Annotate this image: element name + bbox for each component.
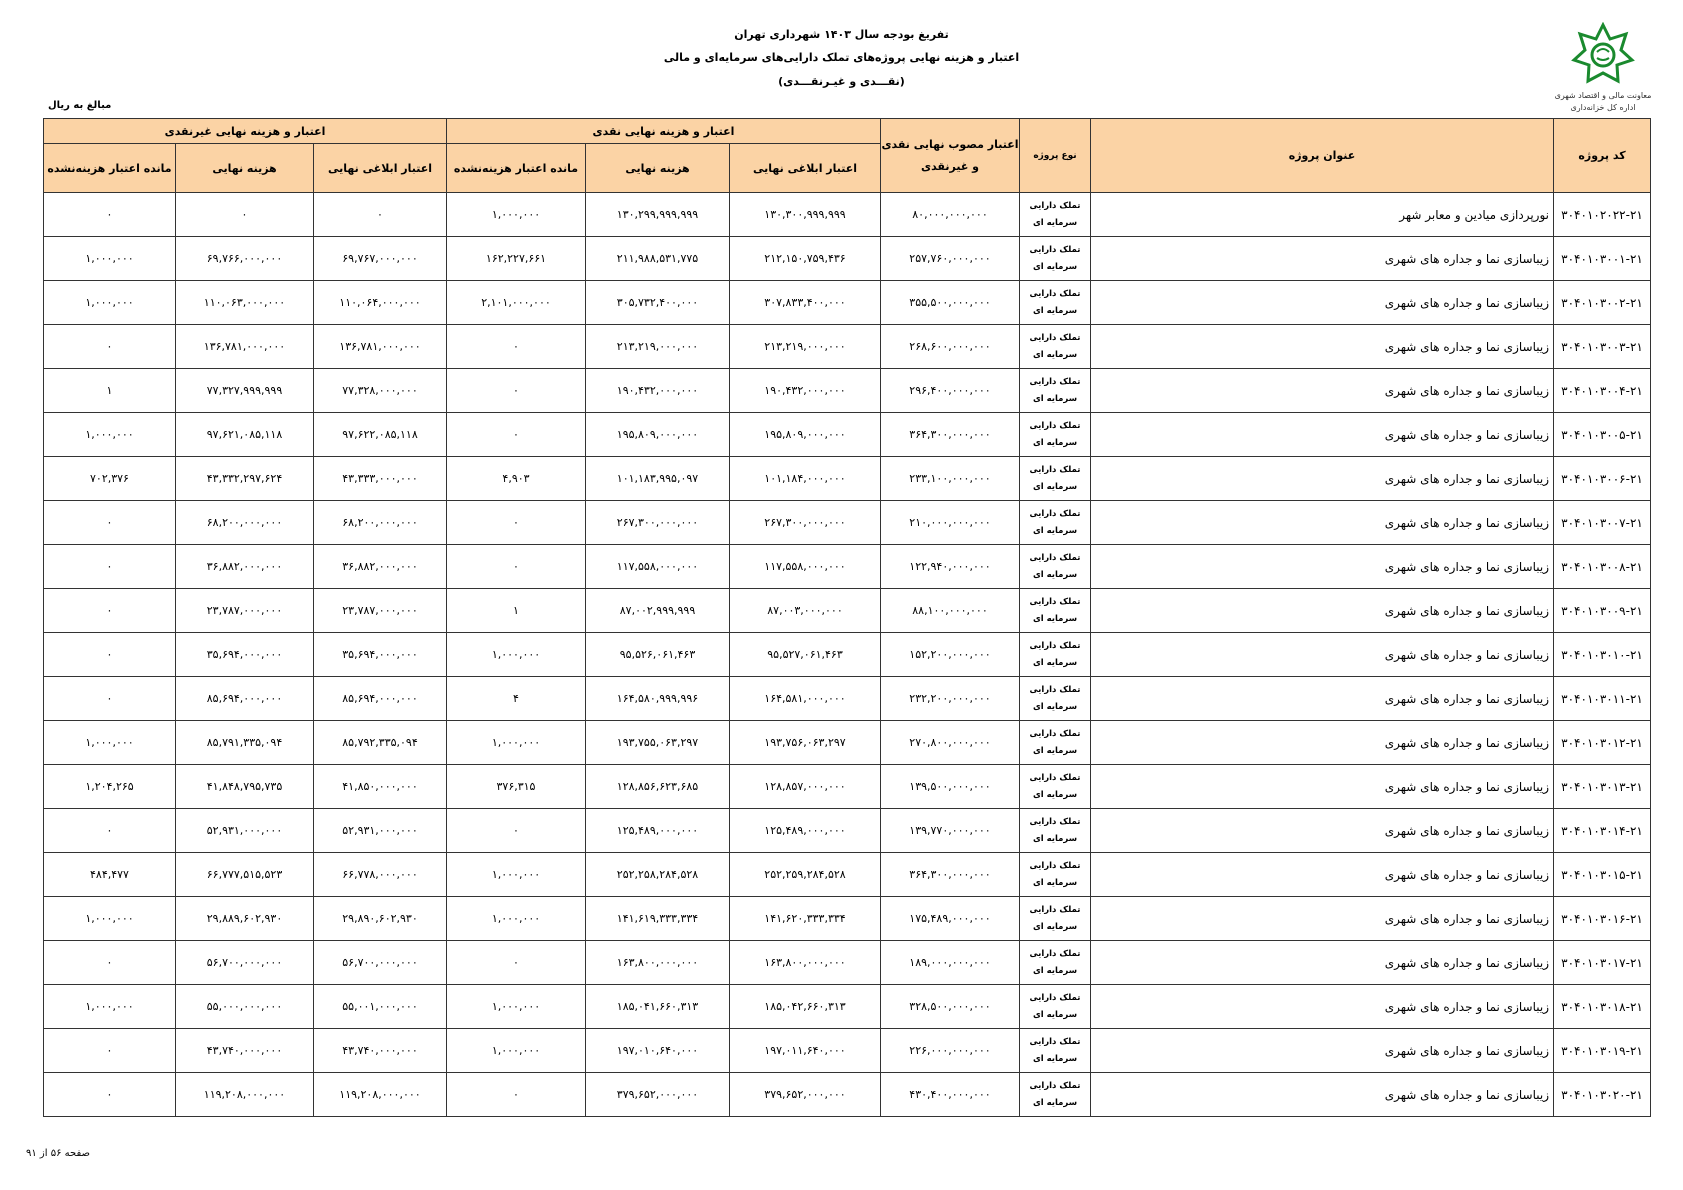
col-header-approved: اعتبار مصوب نهایی نقدی و غیرنقدی (881, 119, 1020, 193)
project-type (1020, 1029, 1091, 1073)
project-type-line2: سرمایه ای (1032, 393, 1078, 404)
cash-remaining: ۰ (447, 809, 586, 853)
project-type-line2: سرمایه ای (1032, 877, 1078, 888)
project-type-line2: سرمایه ای (1032, 1053, 1078, 1064)
noncash-remaining: ۰ (44, 941, 176, 985)
project-type-line2: سرمایه ای (1032, 349, 1078, 360)
project-type (1020, 721, 1091, 765)
noncash-final: ۵۶,۷۰۰,۰۰۰,۰۰۰ (176, 941, 314, 985)
table-row (44, 545, 1651, 589)
project-type-line1: تملک دارایی (1029, 332, 1081, 343)
cash-notified: ۱۶۴,۵۸۱,۰۰۰,۰۰۰ (730, 677, 881, 721)
cash-notified: ۲۱۲,۱۵۰,۷۵۹,۴۳۶ (730, 237, 881, 281)
project-title: زیباسازی نما و جداره های شهری (1091, 281, 1554, 325)
noncash-notified: ۶۹,۷۶۷,۰۰۰,۰۰۰ (314, 237, 447, 281)
approved-credit: ۲۲۶,۰۰۰,۰۰۰,۰۰۰ (881, 1029, 1020, 1073)
cash-notified: ۳۷۹,۶۵۲,۰۰۰,۰۰۰ (730, 1073, 881, 1117)
cash-final: ۸۷,۰۰۲,۹۹۹,۹۹۹ (586, 589, 730, 633)
project-code: ۳۰۴۰۱۰۳۰۰۶-۲۱ (1554, 457, 1651, 501)
table-row (44, 633, 1651, 677)
logo-caption-deputy: معاونت مالی و اقتصاد شهری (1554, 91, 1652, 100)
noncash-notified: ۴۳,۷۴۰,۰۰۰,۰۰۰ (314, 1029, 447, 1073)
project-type-line1: تملک دارایی (1029, 508, 1081, 519)
project-title: نورپردازی میادین و معابر شهر (1091, 193, 1554, 237)
approved-credit: ۳۶۴,۳۰۰,۰۰۰,۰۰۰ (881, 413, 1020, 457)
project-title: زیباسازی نما و جداره های شهری (1091, 941, 1554, 985)
noncash-final: ۲۹,۸۸۹,۶۰۲,۹۳۰ (176, 897, 314, 941)
project-type-line1: تملک دارایی (1029, 640, 1081, 651)
project-type-line1: تملک دارایی (1029, 596, 1081, 607)
project-type-line1: تملک دارایی (1029, 200, 1081, 211)
approved-credit: ۲۳۲,۲۰۰,۰۰۰,۰۰۰ (881, 677, 1020, 721)
document-subtitle: اعتبار و هزینه نهایی پروژه‌های تملک دارایی‌های سرمایه‌ای و مالی (663, 51, 1020, 64)
cash-remaining: ۱,۰۰۰,۰۰۰ (447, 985, 586, 1029)
project-code: ۳۰۴۰۱۰۳۰۰۵-۲۱ (1554, 413, 1651, 457)
table-row (44, 985, 1651, 1029)
noncash-final: ۴۱,۸۴۸,۷۹۵,۷۳۵ (176, 765, 314, 809)
project-code: ۳۰۴۰۱۰۳۰۰۲-۲۱ (1554, 281, 1651, 325)
col-header-noncash-remaining: مانده اعتبار هزینه‌نشده (44, 144, 176, 193)
noncash-final: ۸۵,۷۹۱,۳۳۵,۰۹۴ (176, 721, 314, 765)
cash-notified: ۱۹۷,۰۱۱,۶۴۰,۰۰۰ (730, 1029, 881, 1073)
approved-credit: ۱۸۹,۰۰۰,۰۰۰,۰۰۰ (881, 941, 1020, 985)
noncash-final: ۸۵,۶۹۴,۰۰۰,۰۰۰ (176, 677, 314, 721)
noncash-notified: ۰ (314, 193, 447, 237)
project-type-line1: تملک دارایی (1029, 772, 1081, 783)
cash-final: ۳۷۹,۶۵۲,۰۰۰,۰۰۰ (586, 1073, 730, 1117)
project-code: ۳۰۴۰۱۰۳۰۱۹-۲۱ (1554, 1029, 1651, 1073)
project-code: ۳۰۴۰۱۰۳۰۱۱-۲۱ (1554, 677, 1651, 721)
cash-remaining: ۰ (447, 545, 586, 589)
project-code: ۳۰۴۰۱۰۳۰۰۱-۲۱ (1554, 237, 1651, 281)
project-type-line2: سرمایه ای (1032, 1009, 1078, 1020)
cash-final: ۹۵,۵۲۶,۰۶۱,۴۶۳ (586, 633, 730, 677)
noncash-remaining: ۱,۰۰۰,۰۰۰ (44, 281, 176, 325)
project-code: ۳۰۴۰۱۰۳۰۱۸-۲۱ (1554, 985, 1651, 1029)
project-title: زیباسازی نما و جداره های شهری (1091, 545, 1554, 589)
project-code: ۳۰۴۰۱۰۳۰۰۹-۲۱ (1554, 589, 1651, 633)
project-type-line1: تملک دارایی (1029, 244, 1081, 255)
currency-unit-note: مبالغ به ریال (48, 100, 112, 111)
approved-credit: ۲۱۰,۰۰۰,۰۰۰,۰۰۰ (881, 501, 1020, 545)
approved-credit: ۸۸,۱۰۰,۰۰۰,۰۰۰ (881, 589, 1020, 633)
noncash-notified: ۴۱,۸۵۰,۰۰۰,۰۰۰ (314, 765, 447, 809)
project-type (1020, 281, 1091, 325)
project-type-line2: سرمایه ای (1032, 921, 1078, 932)
cash-notified: ۲۱۳,۲۱۹,۰۰۰,۰۰۰ (730, 325, 881, 369)
approved-credit: ۱۳۹,۵۰۰,۰۰۰,۰۰۰ (881, 765, 1020, 809)
project-type-line2: سرمایه ای (1032, 789, 1078, 800)
noncash-notified: ۵۶,۷۰۰,۰۰۰,۰۰۰ (314, 941, 447, 985)
project-type-line1: تملک دارایی (1029, 420, 1081, 431)
project-title: زیباسازی نما و جداره های شهری (1091, 897, 1554, 941)
project-code: ۳۰۴۰۱۰۳۰۱۲-۲۱ (1554, 721, 1651, 765)
project-type (1020, 765, 1091, 809)
cash-remaining: ۱۶۲,۲۲۷,۶۶۱ (447, 237, 586, 281)
project-title: زیباسازی نما و جداره های شهری (1091, 369, 1554, 413)
noncash-remaining: ۱,۰۰۰,۰۰۰ (44, 237, 176, 281)
page-number: صفحه ۵۶ از ۹۱ (26, 1148, 91, 1159)
cash-final: ۲۱۳,۲۱۹,۰۰۰,۰۰۰ (586, 325, 730, 369)
project-type (1020, 985, 1091, 1029)
project-type (1020, 193, 1091, 237)
project-type (1020, 897, 1091, 941)
cash-remaining: ۰ (447, 413, 586, 457)
table-row (44, 853, 1651, 897)
document-title: تفریغ بودجه سال ۱۴۰۳ شهرداری تهران (734, 28, 949, 41)
noncash-remaining: ۷۰۲,۳۷۶ (44, 457, 176, 501)
noncash-remaining: ۱ (44, 369, 176, 413)
table-row (44, 193, 1651, 237)
approved-credit: ۳۲۸,۵۰۰,۰۰۰,۰۰۰ (881, 985, 1020, 1029)
project-code: ۳۰۴۰۱۰۳۰۱۴-۲۱ (1554, 809, 1651, 853)
table-row (44, 897, 1651, 941)
noncash-notified: ۶۸,۲۰۰,۰۰۰,۰۰۰ (314, 501, 447, 545)
noncash-notified: ۱۳۶,۷۸۱,۰۰۰,۰۰۰ (314, 325, 447, 369)
cash-notified: ۱۴۱,۶۲۰,۳۳۳,۳۳۴ (730, 897, 881, 941)
project-title: زیباسازی نما و جداره های شهری (1091, 765, 1554, 809)
table-row (44, 1029, 1651, 1073)
noncash-remaining: ۰ (44, 501, 176, 545)
cash-remaining: ۳۷۶,۳۱۵ (447, 765, 586, 809)
project-type-line1: تملک دارایی (1029, 684, 1081, 695)
noncash-remaining: ۰ (44, 1073, 176, 1117)
noncash-final: ۶۶,۷۷۷,۵۱۵,۵۲۳ (176, 853, 314, 897)
noncash-final: ۶۹,۷۶۶,۰۰۰,۰۰۰ (176, 237, 314, 281)
noncash-remaining: ۱,۰۰۰,۰۰۰ (44, 985, 176, 1029)
cash-final: ۱۲۵,۴۸۹,۰۰۰,۰۰۰ (586, 809, 730, 853)
project-type-line1: تملک دارایی (1029, 1036, 1081, 1047)
cash-notified: ۲۶۷,۳۰۰,۰۰۰,۰۰۰ (730, 501, 881, 545)
cash-final: ۲۶۷,۳۰۰,۰۰۰,۰۰۰ (586, 501, 730, 545)
noncash-remaining: ۴۸۴,۴۷۷ (44, 853, 176, 897)
noncash-final: ۰ (176, 193, 314, 237)
noncash-remaining: ۰ (44, 677, 176, 721)
project-type (1020, 633, 1091, 677)
table-row (44, 281, 1651, 325)
col-header-noncash-final: هزینه نهایی (176, 144, 314, 193)
noncash-notified: ۶۶,۷۷۸,۰۰۰,۰۰۰ (314, 853, 447, 897)
project-type (1020, 369, 1091, 413)
project-type-line1: تملک دارایی (1029, 728, 1081, 739)
project-title: زیباسازی نما و جداره های شهری (1091, 237, 1554, 281)
approved-credit: ۳۶۴,۳۰۰,۰۰۰,۰۰۰ (881, 853, 1020, 897)
project-code: ۳۰۴۰۱۰۳۰۱۵-۲۱ (1554, 853, 1651, 897)
approved-credit: ۱۷۵,۴۸۹,۰۰۰,۰۰۰ (881, 897, 1020, 941)
cash-notified: ۱۳۰,۳۰۰,۹۹۹,۹۹۹ (730, 193, 881, 237)
cash-remaining: ۱,۰۰۰,۰۰۰ (447, 633, 586, 677)
noncash-final: ۵۵,۰۰۰,۰۰۰,۰۰۰ (176, 985, 314, 1029)
project-type (1020, 853, 1091, 897)
cash-notified: ۱۹۰,۴۳۲,۰۰۰,۰۰۰ (730, 369, 881, 413)
project-type-line1: تملک دارایی (1029, 948, 1081, 959)
cash-notified: ۹۵,۵۲۷,۰۶۱,۴۶۳ (730, 633, 881, 677)
cash-final: ۱۹۵,۸۰۹,۰۰۰,۰۰۰ (586, 413, 730, 457)
project-title: زیباسازی نما و جداره های شهری (1091, 677, 1554, 721)
cash-remaining: ۰ (447, 369, 586, 413)
cash-remaining: ۱,۰۰۰,۰۰۰ (447, 897, 586, 941)
col-header-cash-notified: اعتبار ابلاغی نهایی (730, 144, 881, 193)
project-title: زیباسازی نما و جداره های شهری (1091, 589, 1554, 633)
col-header-type: نوع پروژه (1020, 119, 1091, 193)
cash-notified: ۱۰۱,۱۸۴,۰۰۰,۰۰۰ (730, 457, 881, 501)
logo-caption-treasury: اداره کل خزانه‌داری (1570, 103, 1636, 112)
approved-credit: ۱۳۹,۷۷۰,۰۰۰,۰۰۰ (881, 809, 1020, 853)
project-type (1020, 325, 1091, 369)
project-code: ۳۰۴۰۱۰۳۰۰۸-۲۱ (1554, 545, 1651, 589)
cash-notified: ۳۰۷,۸۳۳,۴۰۰,۰۰۰ (730, 281, 881, 325)
project-type-line2: سرمایه ای (1032, 1097, 1078, 1108)
project-type (1020, 589, 1091, 633)
project-title: زیباسازی نما و جداره های شهری (1091, 325, 1554, 369)
approved-credit: ۲۶۸,۶۰۰,۰۰۰,۰۰۰ (881, 325, 1020, 369)
noncash-remaining: ۱,۰۰۰,۰۰۰ (44, 897, 176, 941)
project-title: زیباسازی نما و جداره های شهری (1091, 1029, 1554, 1073)
noncash-remaining: ۰ (44, 809, 176, 853)
project-type-line1: تملک دارایی (1029, 1080, 1081, 1091)
cash-remaining: ۰ (447, 325, 586, 369)
noncash-remaining: ۰ (44, 1029, 176, 1073)
table-row (44, 325, 1651, 369)
project-code: ۳۰۴۰۱۰۳۰۱۰-۲۱ (1554, 633, 1651, 677)
project-code: ۳۰۴۰۱۰۳۰۲۰-۲۱ (1554, 1073, 1651, 1117)
noncash-notified: ۲۹,۸۹۰,۶۰۲,۹۳۰ (314, 897, 447, 941)
noncash-remaining: ۰ (44, 545, 176, 589)
project-code: ۳۰۴۰۱۰۳۰۰۴-۲۱ (1554, 369, 1651, 413)
cash-remaining: ۲,۱۰۱,۰۰۰,۰۰۰ (447, 281, 586, 325)
approved-credit: ۴۳۰,۴۰۰,۰۰۰,۰۰۰ (881, 1073, 1020, 1117)
col-header-noncash-notified: اعتبار ابلاغی نهایی (314, 144, 447, 193)
cash-final: ۳۰۵,۷۳۲,۴۰۰,۰۰۰ (586, 281, 730, 325)
project-type-line1: تملک دارایی (1029, 816, 1081, 827)
noncash-final: ۴۳,۳۳۲,۲۹۷,۶۲۴ (176, 457, 314, 501)
project-type-line1: تملک دارایی (1029, 376, 1081, 387)
cash-notified: ۱۱۷,۵۵۸,۰۰۰,۰۰۰ (730, 545, 881, 589)
project-title: زیباسازی نما و جداره های شهری (1091, 721, 1554, 765)
noncash-notified: ۵۵,۰۰۱,۰۰۰,۰۰۰ (314, 985, 447, 1029)
project-type-line1: تملک دارایی (1029, 552, 1081, 563)
noncash-notified: ۴۳,۳۳۳,۰۰۰,۰۰۰ (314, 457, 447, 501)
project-type-line2: سرمایه ای (1032, 481, 1078, 492)
project-title: زیباسازی نما و جداره های شهری (1091, 633, 1554, 677)
cash-final: ۱۹۰,۴۳۲,۰۰۰,۰۰۰ (586, 369, 730, 413)
cash-notified: ۱۶۳,۸۰۰,۰۰۰,۰۰۰ (730, 941, 881, 985)
project-type-line2: سرمایه ای (1032, 437, 1078, 448)
noncash-remaining: ۰ (44, 193, 176, 237)
cash-notified: ۱۸۵,۰۴۲,۶۶۰,۳۱۳ (730, 985, 881, 1029)
cash-notified: ۸۷,۰۰۳,۰۰۰,۰۰۰ (730, 589, 881, 633)
table-row (44, 677, 1651, 721)
project-type-line1: تملک دارایی (1029, 904, 1081, 915)
table-row (44, 721, 1651, 765)
cash-remaining: ۴,۹۰۳ (447, 457, 586, 501)
approved-credit: ۲۳۳,۱۰۰,۰۰۰,۰۰۰ (881, 457, 1020, 501)
project-type-line1: تملک دارایی (1029, 464, 1081, 475)
table-row (44, 1073, 1651, 1117)
cash-remaining: ۱ (447, 589, 586, 633)
noncash-remaining: ۱,۰۰۰,۰۰۰ (44, 721, 176, 765)
project-type-line1: تملک دارایی (1029, 860, 1081, 871)
project-type (1020, 413, 1091, 457)
project-type (1020, 457, 1091, 501)
noncash-remaining: ۰ (44, 633, 176, 677)
cash-final: ۱۶۳,۸۰۰,۰۰۰,۰۰۰ (586, 941, 730, 985)
approved-credit: ۲۷۰,۸۰۰,۰۰۰,۰۰۰ (881, 721, 1020, 765)
cash-final: ۱۱۷,۵۵۸,۰۰۰,۰۰۰ (586, 545, 730, 589)
cash-final: ۲۵۲,۲۵۸,۲۸۴,۵۲۸ (586, 853, 730, 897)
project-code: ۳۰۴۰۱۰۲۰۲۲-۲۱ (1554, 193, 1651, 237)
noncash-final: ۳۵,۶۹۴,۰۰۰,۰۰۰ (176, 633, 314, 677)
cash-remaining: ۰ (447, 1073, 586, 1117)
cash-notified: ۱۹۵,۸۰۹,۰۰۰,۰۰۰ (730, 413, 881, 457)
project-type-line1: تملک دارایی (1029, 288, 1081, 299)
project-type (1020, 941, 1091, 985)
noncash-remaining: ۰ (44, 325, 176, 369)
document-subtitle-2: (نقـــدی و غیـرنقـــدی) (778, 75, 905, 88)
project-title: زیباسازی نما و جداره های شهری (1091, 501, 1554, 545)
cash-notified: ۱۹۳,۷۵۶,۰۶۳,۲۹۷ (730, 721, 881, 765)
project-type-line2: سرمایه ای (1032, 657, 1078, 668)
cash-final: ۱۳۰,۲۹۹,۹۹۹,۹۹۹ (586, 193, 730, 237)
cash-final: ۱۰۱,۱۸۳,۹۹۵,۰۹۷ (586, 457, 730, 501)
noncash-final: ۴۳,۷۴۰,۰۰۰,۰۰۰ (176, 1029, 314, 1073)
project-type-line2: سرمایه ای (1032, 613, 1078, 624)
project-code: ۳۰۴۰۱۰۳۰۱۳-۲۱ (1554, 765, 1651, 809)
table-row (44, 589, 1651, 633)
table-row (44, 369, 1651, 413)
col-header-cash-remaining: مانده اعتبار هزینه‌نشده (447, 144, 586, 193)
project-type-line1: تملک دارایی (1029, 992, 1081, 1003)
noncash-notified: ۵۲,۹۳۱,۰۰۰,۰۰۰ (314, 809, 447, 853)
cash-remaining: ۰ (447, 501, 586, 545)
cash-notified: ۱۲۵,۴۸۹,۰۰۰,۰۰۰ (730, 809, 881, 853)
project-type-line2: سرمایه ای (1032, 965, 1078, 976)
noncash-notified: ۱۱۰,۰۶۴,۰۰۰,۰۰۰ (314, 281, 447, 325)
table-row (44, 809, 1651, 853)
cash-remaining: ۰ (447, 941, 586, 985)
cash-remaining: ۱,۰۰۰,۰۰۰ (447, 721, 586, 765)
cash-final: ۱۸۵,۰۴۱,۶۶۰,۳۱۳ (586, 985, 730, 1029)
noncash-notified: ۳۶,۸۸۲,۰۰۰,۰۰۰ (314, 545, 447, 589)
cash-final: ۱۲۸,۸۵۶,۶۲۳,۶۸۵ (586, 765, 730, 809)
approved-credit: ۳۵۵,۵۰۰,۰۰۰,۰۰۰ (881, 281, 1020, 325)
project-title: زیباسازی نما و جداره های شهری (1091, 985, 1554, 1029)
col-header-title: عنوان پروژه (1091, 119, 1554, 193)
project-type-line2: سرمایه ای (1032, 833, 1078, 844)
project-type-line2: سرمایه ای (1032, 217, 1078, 228)
group-header-cash: اعتبار و هزینه نهایی نقدی (447, 119, 881, 144)
project-type-line2: سرمایه ای (1032, 525, 1078, 536)
noncash-final: ۱۱۹,۲۰۸,۰۰۰,۰۰۰ (176, 1073, 314, 1117)
approved-credit: ۲۵۷,۷۶۰,۰۰۰,۰۰۰ (881, 237, 1020, 281)
noncash-notified: ۷۷,۳۲۸,۰۰۰,۰۰۰ (314, 369, 447, 413)
noncash-final: ۹۷,۶۲۱,۰۸۵,۱۱۸ (176, 413, 314, 457)
project-code: ۳۰۴۰۱۰۳۰۱۶-۲۱ (1554, 897, 1651, 941)
noncash-notified: ۸۵,۷۹۲,۳۳۵,۰۹۴ (314, 721, 447, 765)
col-header-cash-final: هزینه نهایی (586, 144, 730, 193)
project-title: زیباسازی نما و جداره های شهری (1091, 1073, 1554, 1117)
project-code: ۳۰۴۰۱۰۳۰۰۳-۲۱ (1554, 325, 1651, 369)
project-title: زیباسازی نما و جداره های شهری (1091, 457, 1554, 501)
project-code: ۳۰۴۰۱۰۳۰۰۷-۲۱ (1554, 501, 1651, 545)
noncash-notified: ۳۵,۶۹۴,۰۰۰,۰۰۰ (314, 633, 447, 677)
cash-final: ۱۹۷,۰۱۰,۶۴۰,۰۰۰ (586, 1029, 730, 1073)
project-title: زیباسازی نما و جداره های شهری (1091, 853, 1554, 897)
project-type-line2: سرمایه ای (1032, 305, 1078, 316)
approved-credit: ۱۵۲,۲۰۰,۰۰۰,۰۰۰ (881, 633, 1020, 677)
cash-remaining: ۴ (447, 677, 586, 721)
approved-credit: ۸۰,۰۰۰,۰۰۰,۰۰۰ (881, 193, 1020, 237)
cash-final: ۱۴۱,۶۱۹,۳۳۳,۳۳۴ (586, 897, 730, 941)
cash-remaining: ۱,۰۰۰,۰۰۰ (447, 193, 586, 237)
approved-credit: ۲۹۶,۴۰۰,۰۰۰,۰۰۰ (881, 369, 1020, 413)
project-title: زیباسازی نما و جداره های شهری (1091, 413, 1554, 457)
project-type (1020, 545, 1091, 589)
table-row (44, 457, 1651, 501)
noncash-final: ۶۸,۲۰۰,۰۰۰,۰۰۰ (176, 501, 314, 545)
noncash-final: ۵۲,۹۳۱,۰۰۰,۰۰۰ (176, 809, 314, 853)
project-type (1020, 809, 1091, 853)
approved-credit: ۱۲۲,۹۴۰,۰۰۰,۰۰۰ (881, 545, 1020, 589)
project-type-line2: سرمایه ای (1032, 261, 1078, 272)
project-type-line2: سرمایه ای (1032, 701, 1078, 712)
project-type (1020, 237, 1091, 281)
noncash-remaining: ۰ (44, 589, 176, 633)
cash-notified: ۲۵۲,۲۵۹,۲۸۴,۵۲۸ (730, 853, 881, 897)
noncash-final: ۲۳,۷۸۷,۰۰۰,۰۰۰ (176, 589, 314, 633)
project-type (1020, 501, 1091, 545)
table-row (44, 765, 1651, 809)
noncash-final: ۱۱۰,۰۶۳,۰۰۰,۰۰۰ (176, 281, 314, 325)
project-type-line2: سرمایه ای (1032, 569, 1078, 580)
cash-final: ۱۶۴,۵۸۰,۹۹۹,۹۹۶ (586, 677, 730, 721)
project-code: ۳۰۴۰۱۰۳۰۱۷-۲۱ (1554, 941, 1651, 985)
noncash-final: ۷۷,۳۲۷,۹۹۹,۹۹۹ (176, 369, 314, 413)
table-row (44, 237, 1651, 281)
noncash-remaining: ۱,۲۰۴,۲۶۵ (44, 765, 176, 809)
noncash-final: ۳۶,۸۸۲,۰۰۰,۰۰۰ (176, 545, 314, 589)
table-row (44, 413, 1651, 457)
project-type-line2: سرمایه ای (1032, 745, 1078, 756)
cash-remaining: ۱,۰۰۰,۰۰۰ (447, 1029, 586, 1073)
cash-notified: ۱۲۸,۸۵۷,۰۰۰,۰۰۰ (730, 765, 881, 809)
noncash-remaining: ۱,۰۰۰,۰۰۰ (44, 413, 176, 457)
noncash-notified: ۱۱۹,۲۰۸,۰۰۰,۰۰۰ (314, 1073, 447, 1117)
cash-remaining: ۱,۰۰۰,۰۰۰ (447, 853, 586, 897)
noncash-notified: ۸۵,۶۹۴,۰۰۰,۰۰۰ (314, 677, 447, 721)
cash-final: ۱۹۳,۷۵۵,۰۶۳,۲۹۷ (586, 721, 730, 765)
project-title: زیباسازی نما و جداره های شهری (1091, 809, 1554, 853)
project-type (1020, 677, 1091, 721)
noncash-final: ۱۳۶,۷۸۱,۰۰۰,۰۰۰ (176, 325, 314, 369)
col-header-code: کد پروژه (1554, 119, 1651, 193)
budget-table (43, 118, 1651, 1117)
group-header-noncash: اعتبار و هزینه نهایی غیرنقدی (44, 119, 447, 144)
table-row (44, 501, 1651, 545)
cash-final: ۲۱۱,۹۸۸,۵۳۱,۷۷۵ (586, 237, 730, 281)
noncash-notified: ۹۷,۶۲۲,۰۸۵,۱۱۸ (314, 413, 447, 457)
noncash-notified: ۲۳,۷۸۷,۰۰۰,۰۰۰ (314, 589, 447, 633)
project-type (1020, 1073, 1091, 1117)
table-row (44, 941, 1651, 985)
